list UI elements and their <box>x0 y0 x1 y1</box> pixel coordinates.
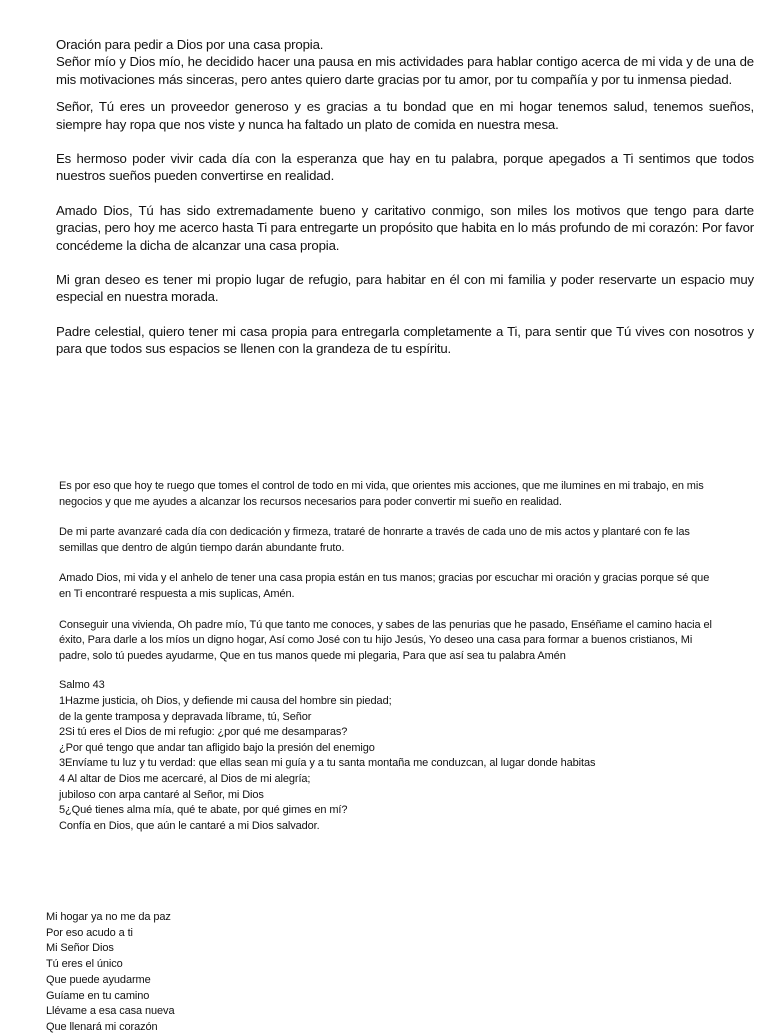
paragraph: Mi gran deseo es tener mi propio lugar de refugio, para habitar en él con mi familia y poder reservarte un espacio muy especial en nuestra morada. <box>56 272 754 305</box>
paragraph: Amado Dios, mi vida y el anhelo de tener una casa propia están en tus manos; gracias por escuchar mi oración y gracias porque sé que en Ti encontraré respuesta a mis suplicas, Amén. <box>59 572 710 600</box>
psalm-line: 4 Al altar de Dios me acercaré, al Dios de mi alegría; <box>59 772 311 785</box>
poem-line: Mi Señor Dios <box>46 942 114 955</box>
poem-line: Por eso acudo a ti <box>46 926 133 939</box>
poem-line: Que llenará mi corazón <box>46 1020 158 1033</box>
psalm-line: 5¿Qué tienes alma mía, qué te abate, por qué gimes en mí? <box>59 804 348 817</box>
psalm-heading: Salmo 43 <box>59 679 105 692</box>
paragraph: Es por eso que hoy te ruego que tomes el control de todo en mi vida, que orientes mis acciones, que me ilumines en mi trabajo, en mis negocios y que me ayudes a alcanzar los recursos necesarios para poder convertir mi sueño en realidad. <box>59 480 704 508</box>
poem-line: Que puede ayudarme <box>46 973 151 986</box>
paragraph: Conseguir una vivienda, Oh padre mío, Tú que tanto me conoces, y sabes de las penurias que he pasado, Enséñame el camino hacia el éxito, Para darle a los míos un digno hogar, Así como José con tu hijo Jesús, Yo deseo una casa para formar a buenos cristianos, Mi padre, solo tú puedes ayudarme, Que en tus manos quede mi plegaria, Para que así sea tu palabra Amén <box>59 618 712 662</box>
paragraph: Amado Dios, Tú has sido extremadamente bueno y caritativo conmigo, son miles los motivos que tengo para darte gracias, pero hoy me acerco hasta Ti para entregarte un propósito que habita en lo más profundo de mi corazón: Por favor concédeme la dicha de alcanzar una casa propia. <box>56 202 754 253</box>
paragraph: Es hermoso poder vivir cada día con la esperanza que hay en tu palabra, porque apegados a Ti sentimos que todos nuestros sueños pueden convertirse en realidad. <box>56 151 754 184</box>
prayer-section-continued <box>59 479 719 834</box>
document-title: Oración para pedir a Dios por una casa propia. <box>56 37 324 52</box>
psalm-line: 3Envíame tu luz y tu verdad: que ellas sean mi guía y a tu santa montaña me conduzcan, al lugar donde habitas <box>59 757 596 770</box>
prayer-section-main <box>56 36 754 358</box>
paragraph: Padre celestial, quiero tener mi casa propia para entregarla completamente a Ti, para sentir que Tú vives con nosotros y para que todos sus espacios se llenen con la grandeza de tu espíritu. <box>56 323 754 357</box>
poem-line: Tú eres el único <box>46 958 123 971</box>
poem-line: Llévame a esa casa nueva <box>46 1005 175 1018</box>
psalm-line: 2Si tú eres el Dios de mi refugio: ¿por qué me desamparas? <box>59 726 348 739</box>
psalm-line: ¿Por qué tengo que andar tan afligido bajo la presión del enemigo <box>59 741 375 754</box>
paragraph: De mi parte avanzaré cada día con dedicación y firmeza, trataré de honrarte a través de cada uno de mis actos y plantaré con fe las semillas que dentro de algún tiempo darán abundante fruto. <box>59 526 690 554</box>
psalm-line: 1Hazme justicia, oh Dios, y defiende mi causa del hombre sin piedad; <box>59 694 392 707</box>
poem-line: Guíame en tu camino <box>46 989 150 1002</box>
poem-section <box>46 910 446 1036</box>
psalm-line: jubiloso con arpa cantaré al Señor, mi Dios <box>59 788 264 801</box>
psalm-43 <box>59 678 719 834</box>
psalm-line: de la gente tramposa y depravada líbrame, tú, Señor <box>59 710 312 723</box>
psalm-line: Confía en Dios, que aún le cantaré a mi Dios salvador. <box>59 819 320 832</box>
paragraph: Señor mío y Dios mío, he decidido hacer una pausa en mis actividades para hablar contigo acerca de mi vida y de una de mis motivaciones más sinceras, pero antes quiero darte gracias por tu amor, por tu compañía y por tu inmensa piedad. <box>56 54 754 87</box>
poem-line: Mi hogar ya no me da paz <box>46 911 171 923</box>
paragraph: Señor, Tú eres un proveedor generoso y es gracias a tu bondad que en mi hogar tenemos salud, tenemos sueños, siempre hay ropa que nos viste y nunca ha faltado un plato de comida en nuestra mesa. <box>56 99 754 132</box>
